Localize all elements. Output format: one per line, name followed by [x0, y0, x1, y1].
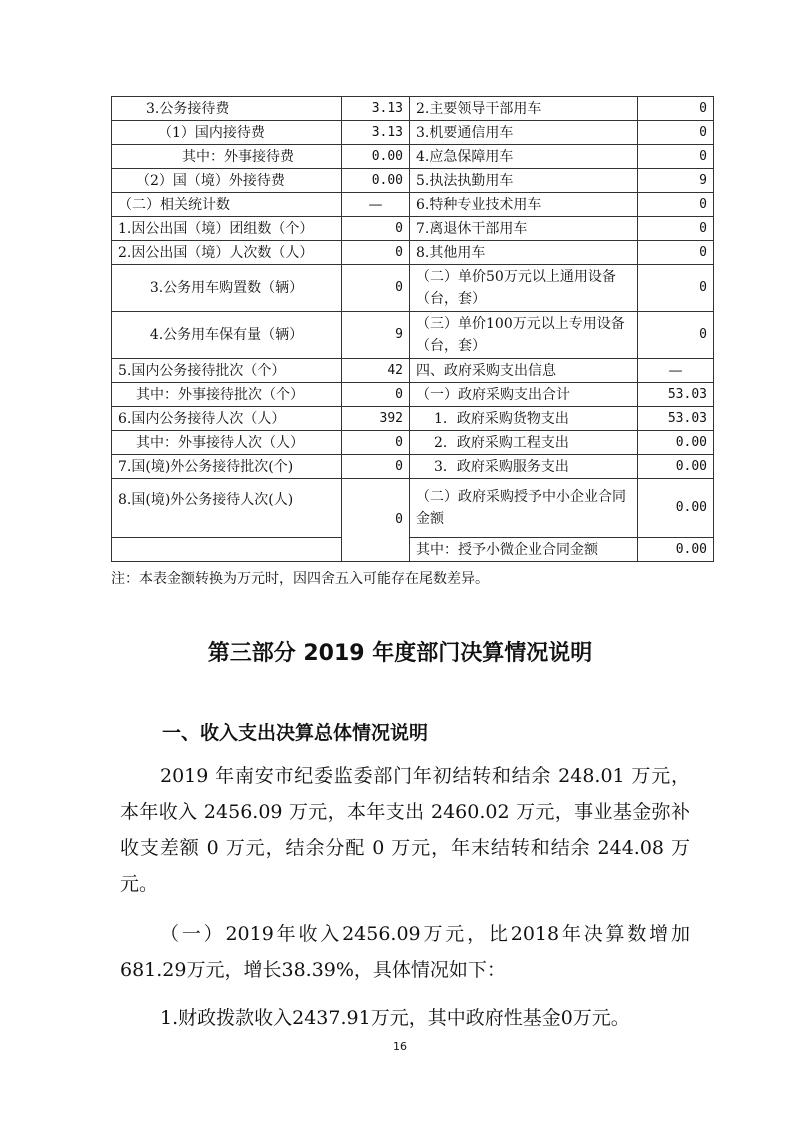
- row-label: （三）单价100万元以上专用设备（台，套）: [410, 312, 638, 359]
- row-value: 0: [638, 217, 714, 241]
- table-row: [112, 407, 714, 431]
- page-number: 16: [393, 1040, 407, 1053]
- table-row: [112, 312, 714, 359]
- table-note: 注：本表金额转换为万元时，因四舍五入可能存在尾数差异。: [111, 571, 489, 587]
- table-row: [112, 145, 714, 169]
- subsection-title: 一、收入支出决算总体情况说明: [162, 722, 429, 744]
- row-label: 7.国(境)外公务接待批次(个): [112, 455, 342, 479]
- row-value: 0.00: [342, 169, 410, 193]
- row-value: 0: [342, 431, 410, 455]
- paragraph: 1.财政拨款收入2437.91万元，其中政府性基金0万元。: [160, 1007, 630, 1029]
- row-value: 0.00: [638, 431, 714, 455]
- row-label: 2．政府采购工程支出: [410, 431, 638, 455]
- row-value: 0.00: [342, 145, 410, 169]
- row-value: 9: [342, 312, 410, 359]
- row-value: 0: [342, 265, 410, 312]
- row-label: 3.公务用车购置数（辆）: [112, 265, 342, 312]
- row-value: 0: [638, 241, 714, 265]
- row-label: 3.公务接待费: [112, 97, 342, 121]
- row-value: 0: [638, 121, 714, 145]
- row-value: 0: [342, 455, 410, 479]
- row-value: 0.00: [638, 455, 714, 479]
- table-row: [112, 193, 714, 217]
- row-label: 3．政府采购服务支出: [410, 455, 638, 479]
- row-label: 其中：外事接待费: [112, 145, 342, 169]
- paragraph: 2019 年南安市纪委监委部门年初结转和结余 248.01 万元，本年收入 2456.09 万元，本年支出 2460.02 万元，事业基金弥补收支差额 0 万元，结余分配 0 万元，年末结转和结余 244.08 万元。: [120, 765, 690, 895]
- empty-cell: [112, 538, 342, 562]
- row-value: 53.03: [638, 383, 714, 407]
- row-label: （二）相关统计数: [112, 193, 342, 217]
- table-row: [112, 97, 714, 121]
- row-label: 8.其他用车: [410, 241, 638, 265]
- table-row: [112, 431, 714, 455]
- row-value: —: [342, 193, 410, 217]
- row-label: 4.应急保障用车: [410, 145, 638, 169]
- row-label: 8.国(境)外公务接待人次(人): [112, 479, 342, 538]
- section-title: 第三部分 2019 年度部门决算情况说明: [207, 641, 593, 666]
- row-label: 其中：外事接待批次（个）: [112, 383, 342, 407]
- table-row: [112, 265, 714, 312]
- table-row: [112, 479, 714, 538]
- row-value: 0: [638, 193, 714, 217]
- row-value: 9: [638, 169, 714, 193]
- row-value: 0.00: [638, 479, 714, 538]
- row-value: 0: [638, 145, 714, 169]
- row-value: 0: [342, 383, 410, 407]
- row-label: 2.因公出国（境）人次数（人）: [112, 241, 342, 265]
- row-value: 0.00: [638, 538, 714, 562]
- row-value: —: [638, 359, 714, 383]
- row-label: 四、政府采购支出信息: [410, 359, 638, 383]
- row-value: 42: [342, 359, 410, 383]
- row-value: 3.13: [342, 97, 410, 121]
- row-value: 0: [342, 241, 410, 265]
- row-label: 6.国内公务接待人次（人）: [112, 407, 342, 431]
- row-value: 0: [342, 479, 410, 562]
- row-label: 其中：授予小微企业合同金额: [410, 538, 638, 562]
- row-label: 1.因公出国（境）团组数（个）: [112, 217, 342, 241]
- row-label: （一）政府采购支出合计: [410, 383, 638, 407]
- row-value: 3.13: [342, 121, 410, 145]
- table-row: [112, 169, 714, 193]
- table-row: [112, 538, 714, 562]
- row-value: 0: [638, 265, 714, 312]
- statistics-table: [111, 96, 714, 562]
- row-label: 3.机要通信用车: [410, 121, 638, 145]
- row-value: 392: [342, 407, 410, 431]
- table-row: [112, 121, 714, 145]
- row-label: 2.主要领导干部用车: [410, 97, 638, 121]
- row-label: 1．政府采购货物支出: [410, 407, 638, 431]
- row-label: 其中：外事接待人次（人）: [112, 431, 342, 455]
- table-row: [112, 241, 714, 265]
- row-value: 0: [638, 97, 714, 121]
- table-row: [112, 455, 714, 479]
- table-row: [112, 217, 714, 241]
- row-label: （2）国（境）外接待费: [112, 169, 342, 193]
- row-label: （二）单价50万元以上通用设备（台，套）: [410, 265, 638, 312]
- table-row: [112, 359, 714, 383]
- table-row: [112, 383, 714, 407]
- row-value: 0: [342, 217, 410, 241]
- row-label: 7.离退休干部用车: [410, 217, 638, 241]
- row-label: 5.执法执勤用车: [410, 169, 638, 193]
- row-label: （1）国内接待费: [112, 121, 342, 145]
- paragraph: （一）2019年收入2456.09万元，比2018年决算数增加681.29万元，增长38.39%，具体情况如下：: [120, 923, 690, 981]
- row-value: 0: [638, 312, 714, 359]
- row-label: 4.公务用车保有量（辆）: [112, 312, 342, 359]
- row-label: （二）政府采购授予中小企业合同金额: [410, 479, 638, 538]
- row-value: 53.03: [638, 407, 714, 431]
- row-label: 6.特种专业技术用车: [410, 193, 638, 217]
- row-label: 5.国内公务接待批次（个）: [112, 359, 342, 383]
